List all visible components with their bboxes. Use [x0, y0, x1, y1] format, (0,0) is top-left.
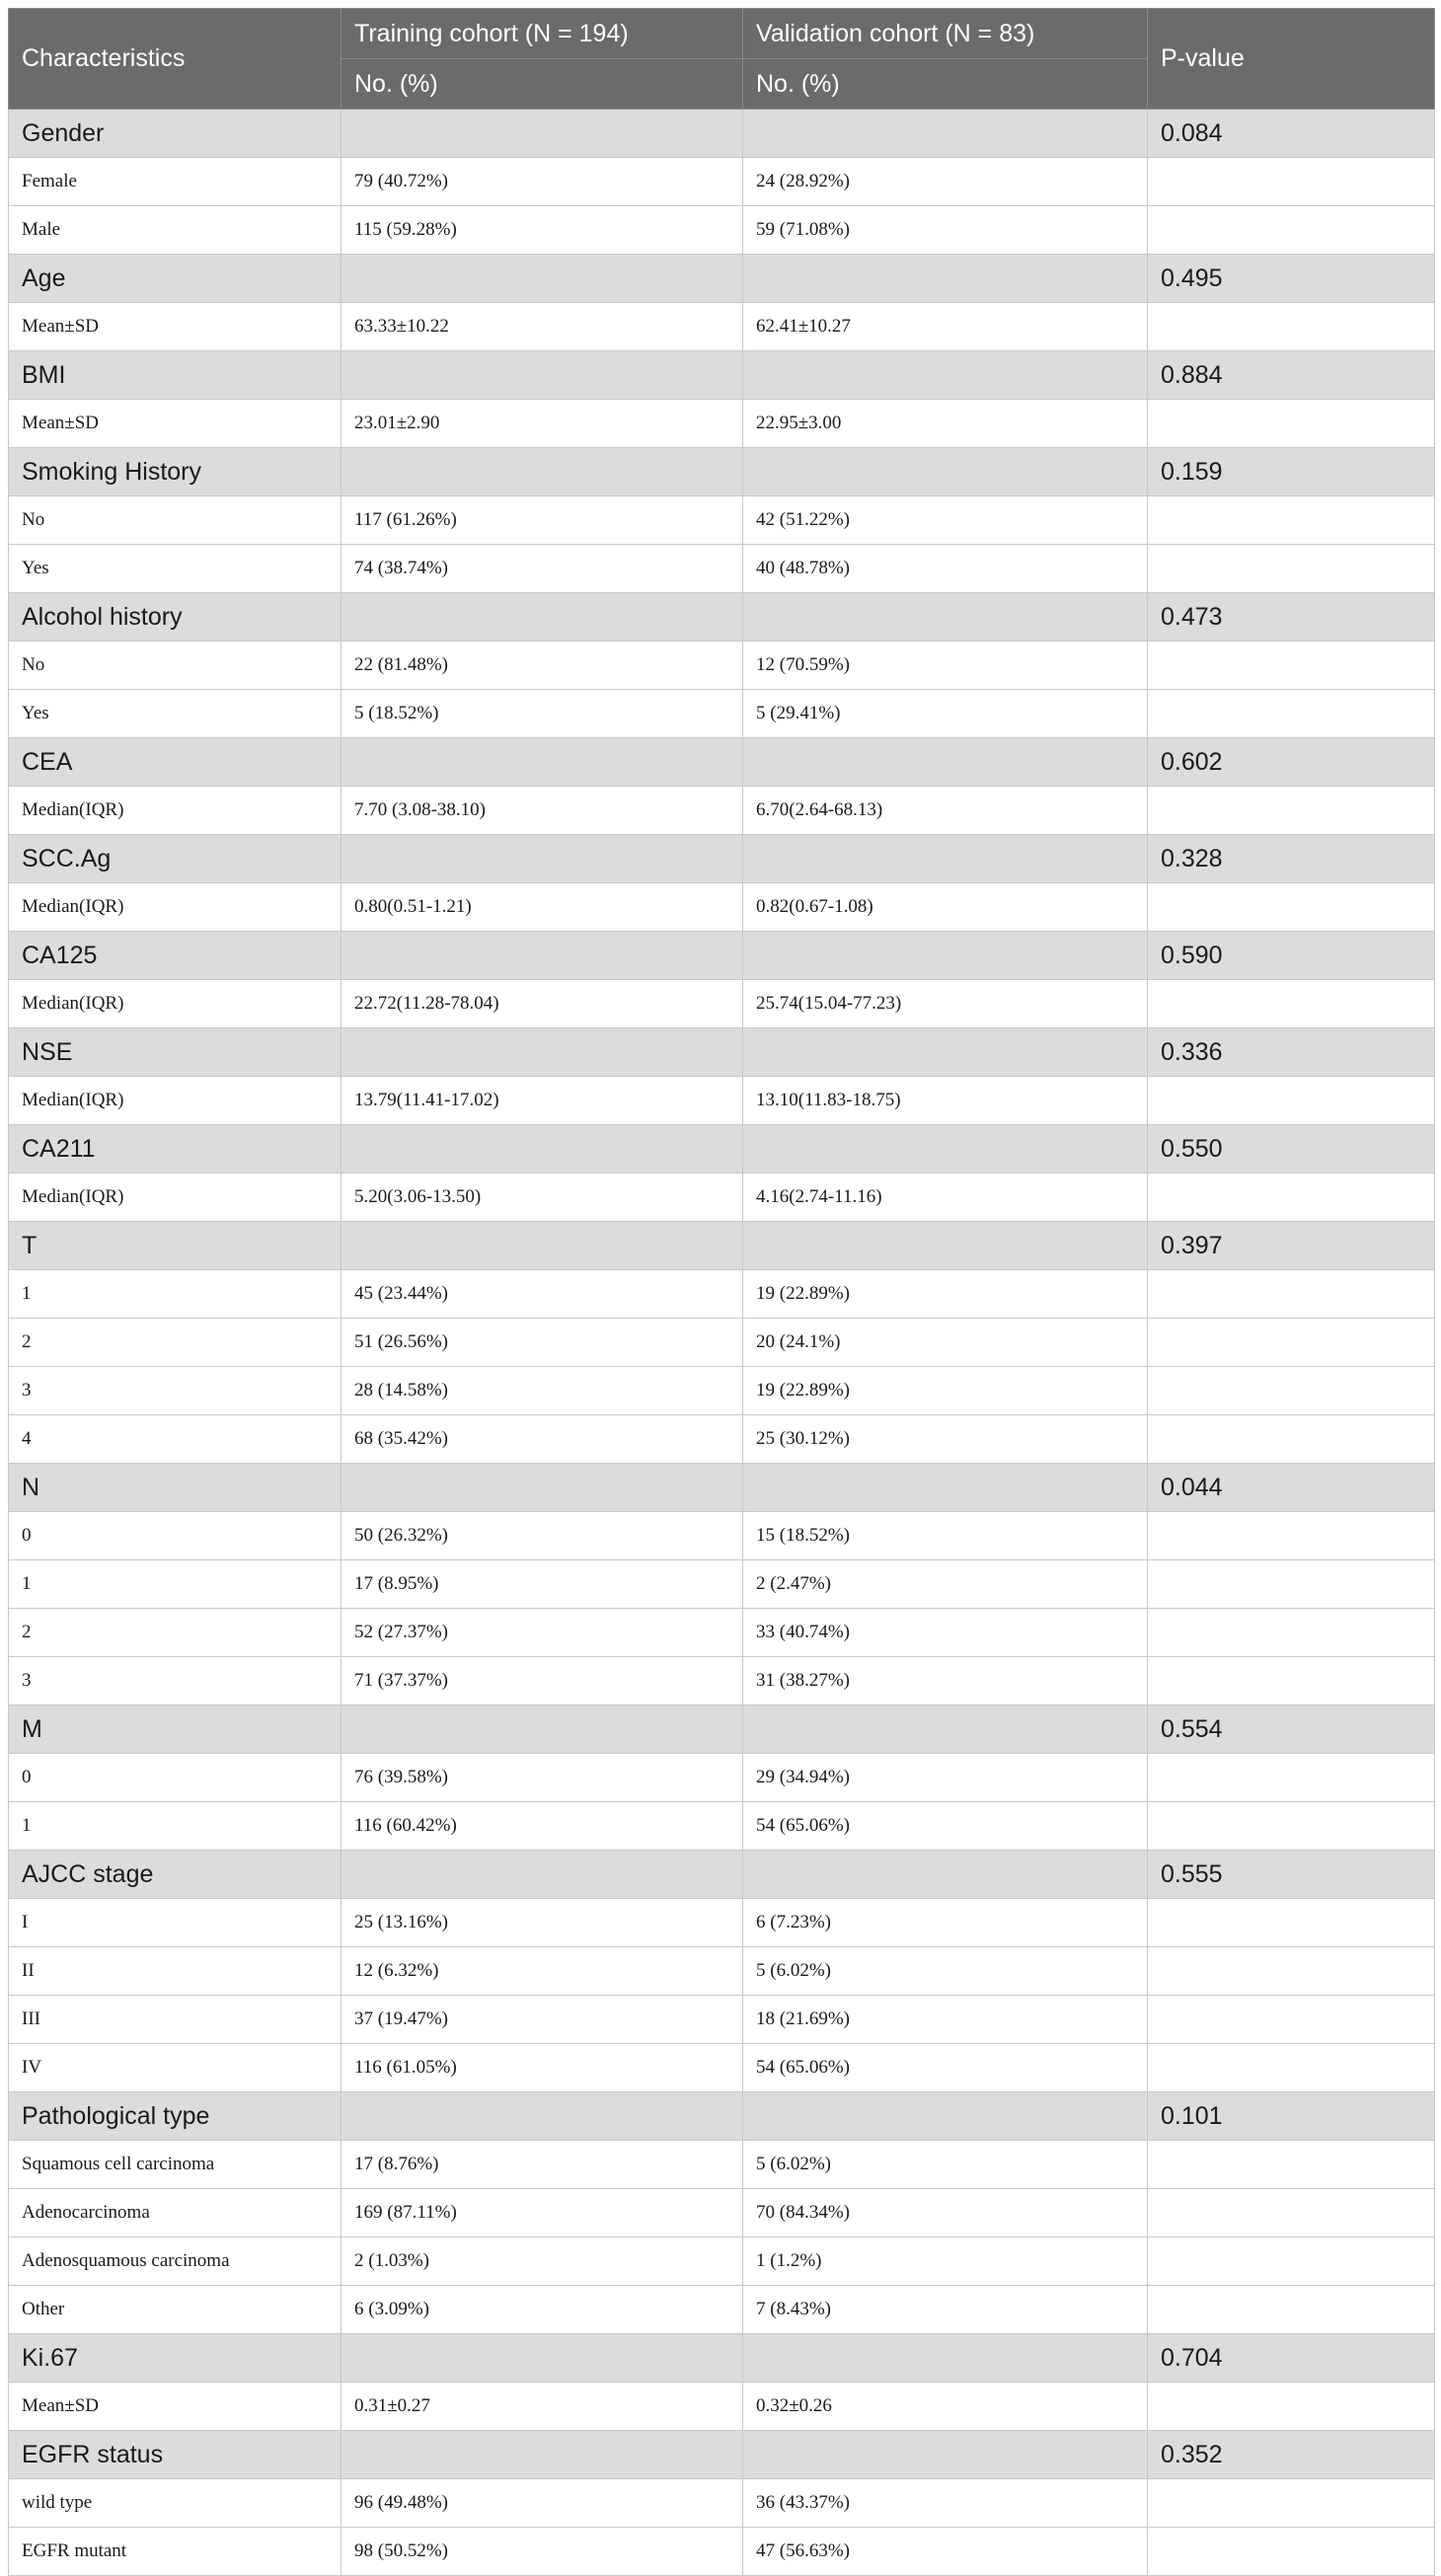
row-validation-value: 15 (18.52%) [743, 1512, 1148, 1560]
section-pvalue: 0.602 [1148, 738, 1435, 787]
row-label: Median(IQR) [9, 787, 341, 835]
table-row [9, 1174, 1435, 1222]
section-valid-empty [743, 110, 1148, 158]
table-body [9, 110, 1435, 2576]
row-validation-value: 2 (2.47%) [743, 1560, 1148, 1609]
section-header-row [9, 1028, 1435, 1077]
section-train-empty [341, 2334, 743, 2383]
table-row [9, 1947, 1435, 1996]
section-title: M [9, 1705, 341, 1754]
row-training-value: 96 (49.48%) [341, 2479, 743, 2528]
row-label: IV [9, 2044, 341, 2092]
table-row [9, 303, 1435, 351]
section-pvalue: 0.352 [1148, 2431, 1435, 2479]
table-row [9, 1899, 1435, 1947]
row-label: Median(IQR) [9, 980, 341, 1028]
row-pvalue-empty [1148, 2528, 1435, 2576]
section-train-empty [341, 1705, 743, 1754]
section-valid-empty [743, 2334, 1148, 2383]
row-pvalue-empty [1148, 2286, 1435, 2334]
row-label: Squamous cell carcinoma [9, 2141, 341, 2189]
table-row [9, 1657, 1435, 1705]
table-row [9, 1609, 1435, 1657]
section-valid-empty [743, 593, 1148, 642]
section-train-empty [341, 110, 743, 158]
section-pvalue: 0.044 [1148, 1464, 1435, 1512]
row-validation-value: 6.70(2.64-68.13) [743, 787, 1148, 835]
row-label: Female [9, 158, 341, 206]
section-header-row [9, 2431, 1435, 2479]
section-train-empty [341, 2431, 743, 2479]
row-pvalue-empty [1148, 1609, 1435, 1657]
row-pvalue-empty [1148, 2044, 1435, 2092]
table-row [9, 496, 1435, 545]
row-pvalue-empty [1148, 1077, 1435, 1125]
row-label: 2 [9, 1609, 341, 1657]
row-training-value: 115 (59.28%) [341, 206, 743, 255]
row-training-value: 68 (35.42%) [341, 1415, 743, 1464]
section-header-row [9, 1222, 1435, 1270]
row-label: Male [9, 206, 341, 255]
section-header-row [9, 1464, 1435, 1512]
row-validation-value: 36 (43.37%) [743, 2479, 1148, 2528]
table-container [8, 8, 1434, 2576]
row-pvalue-empty [1148, 1899, 1435, 1947]
row-pvalue-empty [1148, 883, 1435, 932]
row-training-value: 74 (38.74%) [341, 545, 743, 593]
section-train-empty [341, 351, 743, 400]
table-row [9, 1270, 1435, 1319]
row-validation-value: 0.82(0.67-1.08) [743, 883, 1148, 932]
section-title: CEA [9, 738, 341, 787]
row-label: 2 [9, 1319, 341, 1367]
row-training-value: 5.20(3.06-13.50) [341, 1174, 743, 1222]
section-pvalue: 0.336 [1148, 1028, 1435, 1077]
row-validation-value: 19 (22.89%) [743, 1270, 1148, 1319]
row-validation-value: 54 (65.06%) [743, 2044, 1148, 2092]
row-training-value: 45 (23.44%) [341, 1270, 743, 1319]
section-valid-empty [743, 835, 1148, 883]
row-label: No [9, 496, 341, 545]
table-row [9, 1512, 1435, 1560]
row-pvalue-empty [1148, 1319, 1435, 1367]
table-row [9, 1319, 1435, 1367]
row-training-value: 17 (8.76%) [341, 2141, 743, 2189]
table-row [9, 2479, 1435, 2528]
section-title: Pathological type [9, 2092, 341, 2141]
table-row [9, 1367, 1435, 1415]
section-pvalue: 0.495 [1148, 255, 1435, 303]
section-header-row [9, 738, 1435, 787]
row-validation-value: 25 (30.12%) [743, 1415, 1148, 1464]
section-header-row [9, 351, 1435, 400]
row-pvalue-empty [1148, 545, 1435, 593]
section-valid-empty [743, 351, 1148, 400]
row-pvalue-empty [1148, 980, 1435, 1028]
section-title: BMI [9, 351, 341, 400]
row-training-value: 13.79(11.41-17.02) [341, 1077, 743, 1125]
row-training-value: 28 (14.58%) [341, 1367, 743, 1415]
row-training-value: 71 (37.37%) [341, 1657, 743, 1705]
section-pvalue: 0.554 [1148, 1705, 1435, 1754]
row-training-value: 7.70 (3.08-38.10) [341, 787, 743, 835]
row-validation-value: 24 (28.92%) [743, 158, 1148, 206]
row-label: 3 [9, 1367, 341, 1415]
table-row [9, 545, 1435, 593]
row-validation-value: 12 (70.59%) [743, 642, 1148, 690]
row-label: II [9, 1947, 341, 1996]
section-pvalue: 0.590 [1148, 932, 1435, 980]
row-pvalue-empty [1148, 2189, 1435, 2237]
table-row [9, 1996, 1435, 2044]
row-training-value: 52 (27.37%) [341, 1609, 743, 1657]
row-training-value: 51 (26.56%) [341, 1319, 743, 1367]
row-validation-value: 47 (56.63%) [743, 2528, 1148, 2576]
row-training-value: 23.01±2.90 [341, 400, 743, 448]
section-title: AJCC stage [9, 1851, 341, 1899]
row-validation-value: 40 (48.78%) [743, 545, 1148, 593]
row-validation-value: 29 (34.94%) [743, 1754, 1148, 1802]
row-pvalue-empty [1148, 1947, 1435, 1996]
section-title: CA211 [9, 1125, 341, 1174]
section-title: T [9, 1222, 341, 1270]
section-title: NSE [9, 1028, 341, 1077]
section-title: Gender [9, 110, 341, 158]
section-valid-empty [743, 1028, 1148, 1077]
section-pvalue: 0.159 [1148, 448, 1435, 496]
row-training-value: 116 (60.42%) [341, 1802, 743, 1851]
section-header-row [9, 110, 1435, 158]
row-pvalue-empty [1148, 642, 1435, 690]
section-train-empty [341, 593, 743, 642]
table-row [9, 2141, 1435, 2189]
table-row [9, 642, 1435, 690]
table-row [9, 2044, 1435, 2092]
row-validation-value: 4.16(2.74-11.16) [743, 1174, 1148, 1222]
row-pvalue-empty [1148, 400, 1435, 448]
section-header-row [9, 593, 1435, 642]
table-row [9, 2189, 1435, 2237]
row-pvalue-empty [1148, 1415, 1435, 1464]
section-header-row [9, 2334, 1435, 2383]
table-row [9, 2383, 1435, 2431]
header-validation-sub: No. (%) [743, 59, 1148, 110]
row-validation-value: 70 (84.34%) [743, 2189, 1148, 2237]
section-pvalue: 0.397 [1148, 1222, 1435, 1270]
row-training-value: 63.33±10.22 [341, 303, 743, 351]
section-valid-empty [743, 1464, 1148, 1512]
section-header-row [9, 255, 1435, 303]
section-title: Alcohol history [9, 593, 341, 642]
section-train-empty [341, 835, 743, 883]
table-row [9, 690, 1435, 738]
header-training: Training cohort (N = 194) [341, 9, 743, 59]
header-pvalue: P-value [1148, 9, 1435, 110]
table-row [9, 1802, 1435, 1851]
row-pvalue-empty [1148, 2237, 1435, 2286]
section-valid-empty [743, 2092, 1148, 2141]
row-pvalue-empty [1148, 303, 1435, 351]
row-label: 4 [9, 1415, 341, 1464]
row-label: Mean±SD [9, 303, 341, 351]
section-train-empty [341, 932, 743, 980]
row-pvalue-empty [1148, 1802, 1435, 1851]
row-label: Mean±SD [9, 2383, 341, 2431]
section-pvalue: 0.473 [1148, 593, 1435, 642]
section-header-row [9, 1705, 1435, 1754]
row-label: III [9, 1996, 341, 2044]
row-label: Other [9, 2286, 341, 2334]
section-train-empty [341, 2092, 743, 2141]
row-label: Adenosquamous carcinoma [9, 2237, 341, 2286]
section-train-empty [341, 1851, 743, 1899]
section-header-row [9, 932, 1435, 980]
section-valid-empty [743, 1125, 1148, 1174]
row-validation-value: 0.32±0.26 [743, 2383, 1148, 2431]
section-train-empty [341, 448, 743, 496]
row-validation-value: 54 (65.06%) [743, 1802, 1148, 1851]
section-valid-empty [743, 1705, 1148, 1754]
row-training-value: 79 (40.72%) [341, 158, 743, 206]
row-validation-value: 5 (6.02%) [743, 1947, 1148, 1996]
row-validation-value: 18 (21.69%) [743, 1996, 1148, 2044]
table-row [9, 206, 1435, 255]
section-pvalue: 0.550 [1148, 1125, 1435, 1174]
row-pvalue-empty [1148, 206, 1435, 255]
section-header-row [9, 835, 1435, 883]
table-row [9, 787, 1435, 835]
characteristics-table [8, 8, 1435, 2576]
row-validation-value: 1 (1.2%) [743, 2237, 1148, 2286]
row-label: wild type [9, 2479, 341, 2528]
row-pvalue-empty [1148, 2141, 1435, 2189]
row-pvalue-empty [1148, 1367, 1435, 1415]
row-validation-value: 13.10(11.83-18.75) [743, 1077, 1148, 1125]
section-title: Age [9, 255, 341, 303]
header-characteristics: Characteristics [9, 9, 341, 110]
row-training-value: 37 (19.47%) [341, 1996, 743, 2044]
section-pvalue: 0.084 [1148, 110, 1435, 158]
row-training-value: 76 (39.58%) [341, 1754, 743, 1802]
row-label: Median(IQR) [9, 883, 341, 932]
row-training-value: 0.31±0.27 [341, 2383, 743, 2431]
section-train-empty [341, 255, 743, 303]
table-row [9, 1415, 1435, 1464]
section-title: Smoking History [9, 448, 341, 496]
row-training-value: 25 (13.16%) [341, 1899, 743, 1947]
row-validation-value: 42 (51.22%) [743, 496, 1148, 545]
row-label: Adenocarcinoma [9, 2189, 341, 2237]
row-validation-value: 5 (6.02%) [743, 2141, 1148, 2189]
section-title: SCC.Ag [9, 835, 341, 883]
row-pvalue-empty [1148, 1560, 1435, 1609]
row-validation-value: 7 (8.43%) [743, 2286, 1148, 2334]
table-row [9, 2286, 1435, 2334]
row-label: I [9, 1899, 341, 1947]
table-row [9, 400, 1435, 448]
section-valid-empty [743, 255, 1148, 303]
section-header-row [9, 448, 1435, 496]
row-label: Mean±SD [9, 400, 341, 448]
table-row [9, 980, 1435, 1028]
table-row [9, 1077, 1435, 1125]
header-validation: Validation cohort (N = 83) [743, 9, 1148, 59]
row-pvalue-empty [1148, 690, 1435, 738]
section-pvalue: 0.704 [1148, 2334, 1435, 2383]
row-training-value: 98 (50.52%) [341, 2528, 743, 2576]
table-row [9, 883, 1435, 932]
section-title: EGFR status [9, 2431, 341, 2479]
row-label: 0 [9, 1512, 341, 1560]
table-row [9, 1560, 1435, 1609]
section-title: Ki.67 [9, 2334, 341, 2383]
row-training-value: 0.80(0.51-1.21) [341, 883, 743, 932]
row-label: Median(IQR) [9, 1174, 341, 1222]
section-title: N [9, 1464, 341, 1512]
row-training-value: 117 (61.26%) [341, 496, 743, 545]
section-pvalue: 0.884 [1148, 351, 1435, 400]
row-validation-value: 6 (7.23%) [743, 1899, 1148, 1947]
section-train-empty [341, 1464, 743, 1512]
row-training-value: 2 (1.03%) [341, 2237, 743, 2286]
row-label: 0 [9, 1754, 341, 1802]
row-pvalue-empty [1148, 1657, 1435, 1705]
section-title: CA125 [9, 932, 341, 980]
row-label: 1 [9, 1560, 341, 1609]
row-label: EGFR mutant [9, 2528, 341, 2576]
section-train-empty [341, 738, 743, 787]
section-valid-empty [743, 2431, 1148, 2479]
table-row [9, 2528, 1435, 2576]
row-training-value: 6 (3.09%) [341, 2286, 743, 2334]
section-pvalue: 0.555 [1148, 1851, 1435, 1899]
section-valid-empty [743, 1222, 1148, 1270]
row-label: No [9, 642, 341, 690]
row-pvalue-empty [1148, 2383, 1435, 2431]
row-label: Median(IQR) [9, 1077, 341, 1125]
row-pvalue-empty [1148, 1996, 1435, 2044]
section-pvalue: 0.101 [1148, 2092, 1435, 2141]
section-train-empty [341, 1125, 743, 1174]
row-label: Yes [9, 690, 341, 738]
table-header [9, 9, 1435, 110]
row-training-value: 116 (61.05%) [341, 2044, 743, 2092]
row-training-value: 22 (81.48%) [341, 642, 743, 690]
row-label: 1 [9, 1802, 341, 1851]
row-validation-value: 5 (29.41%) [743, 690, 1148, 738]
table-row [9, 1754, 1435, 1802]
row-validation-value: 25.74(15.04-77.23) [743, 980, 1148, 1028]
row-validation-value: 59 (71.08%) [743, 206, 1148, 255]
row-pvalue-empty [1148, 787, 1435, 835]
row-training-value: 50 (26.32%) [341, 1512, 743, 1560]
section-valid-empty [743, 1851, 1148, 1899]
row-pvalue-empty [1148, 1174, 1435, 1222]
header-training-sub: No. (%) [341, 59, 743, 110]
section-header-row [9, 2092, 1435, 2141]
row-label: 3 [9, 1657, 341, 1705]
row-pvalue-empty [1148, 158, 1435, 206]
section-valid-empty [743, 448, 1148, 496]
row-training-value: 12 (6.32%) [341, 1947, 743, 1996]
row-validation-value: 19 (22.89%) [743, 1367, 1148, 1415]
section-header-row [9, 1125, 1435, 1174]
table-row [9, 158, 1435, 206]
section-train-empty [341, 1028, 743, 1077]
section-valid-empty [743, 738, 1148, 787]
row-label: 1 [9, 1270, 341, 1319]
section-pvalue: 0.328 [1148, 835, 1435, 883]
row-training-value: 5 (18.52%) [341, 690, 743, 738]
row-training-value: 17 (8.95%) [341, 1560, 743, 1609]
section-train-empty [341, 1222, 743, 1270]
row-validation-value: 31 (38.27%) [743, 1657, 1148, 1705]
row-pvalue-empty [1148, 2479, 1435, 2528]
section-header-row [9, 1851, 1435, 1899]
row-training-value: 169 (87.11%) [341, 2189, 743, 2237]
row-pvalue-empty [1148, 1754, 1435, 1802]
table-row [9, 2237, 1435, 2286]
row-validation-value: 62.41±10.27 [743, 303, 1148, 351]
row-pvalue-empty [1148, 1270, 1435, 1319]
row-validation-value: 33 (40.74%) [743, 1609, 1148, 1657]
row-label: Yes [9, 545, 341, 593]
row-validation-value: 22.95±3.00 [743, 400, 1148, 448]
row-training-value: 22.72(11.28-78.04) [341, 980, 743, 1028]
row-validation-value: 20 (24.1%) [743, 1319, 1148, 1367]
row-pvalue-empty [1148, 1512, 1435, 1560]
section-valid-empty [743, 932, 1148, 980]
row-pvalue-empty [1148, 496, 1435, 545]
